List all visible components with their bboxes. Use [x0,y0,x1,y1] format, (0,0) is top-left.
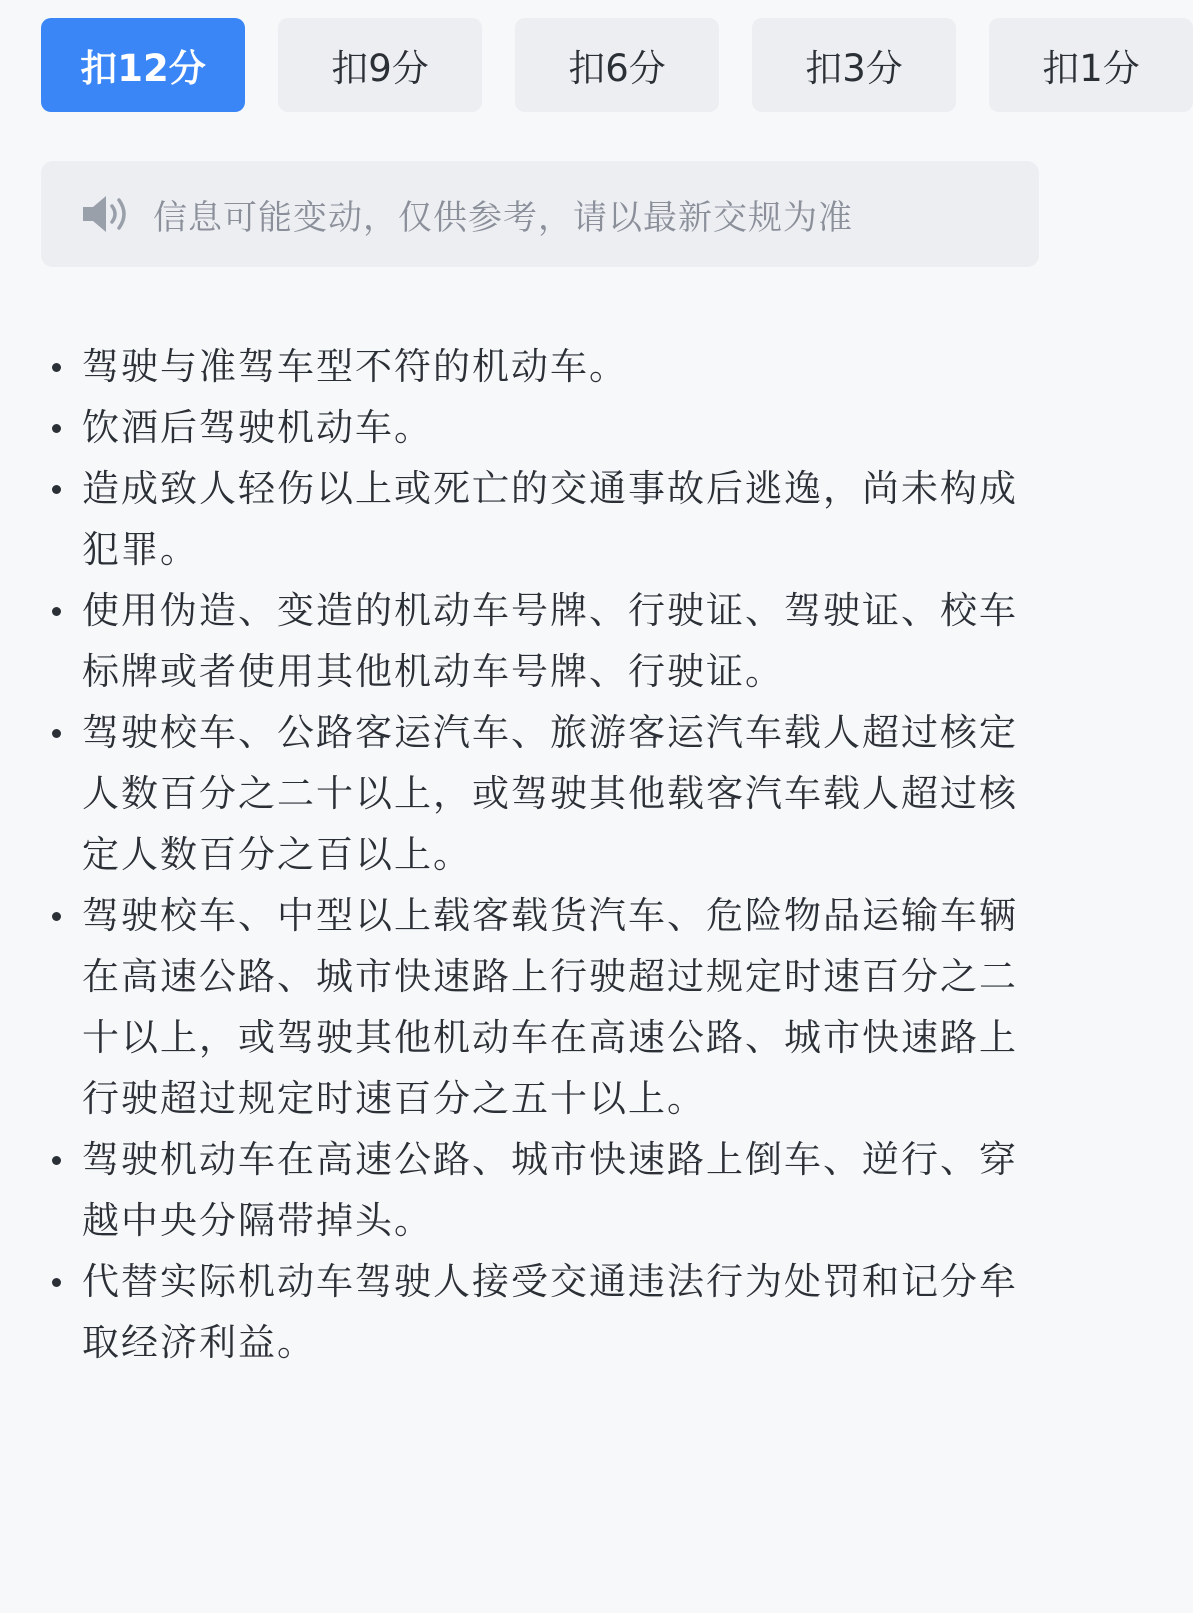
bullet-dot [52,1156,61,1165]
bullet-dot [52,729,61,738]
bullet-dot [52,912,61,921]
list-item [52,1129,1022,1251]
tab-deduct-9[interactable]: 扣9分 [278,18,482,112]
points-tab-bar [41,18,1140,112]
list-item [52,885,1022,1129]
rule-text: 驾驶校车、中型以上载客载货汽车、危险物品运输车辆在高速公路、城市快速路上行驶超过规定时速百分之二十以上，或驾驶其他机动车在高速公路、城市快速路上行驶超过规定时速百分之五十以上。 [82,894,1018,1120]
tab-deduct-6[interactable]: 扣6分 [515,18,719,112]
tab-deduct-12[interactable]: 扣12分 [41,18,245,112]
speaker-icon [81,192,131,236]
rule-text: 使用伪造、变造的机动车号牌、行驶证、驾驶证、校车标牌或者使用其他机动车号牌、行驶证。 [82,589,1018,693]
notice-banner [41,161,1039,267]
list-item [52,458,1022,580]
rule-text: 驾驶与准驾车型不符的机动车。 [82,345,628,388]
bullet-dot [52,1278,61,1287]
rule-text: 驾驶校车、公路客运汽车、旅游客运汽车载人超过核定人数百分之二十以上，或驾驶其他载客汽车载人超过核定人数百分之百以上。 [82,711,1018,876]
bullet-dot [52,424,61,433]
list-item [52,1251,1022,1373]
violation-list [52,336,1022,1373]
rule-text: 驾驶机动车在高速公路、城市快速路上倒车、逆行、穿越中央分隔带掉头。 [82,1138,1018,1242]
rule-text: 造成致人轻伤以上或死亡的交通事故后逃逸，尚未构成犯罪。 [82,467,1018,571]
list-item [52,702,1022,885]
tab-deduct-3[interactable]: 扣3分 [752,18,956,112]
list-item [52,336,1022,397]
rule-text: 代替实际机动车驾驶人接受交通违法行为处罚和记分牟取经济利益。 [82,1260,1018,1364]
tab-deduct-1[interactable]: 扣1分 [989,18,1193,112]
notice-text: 信息可能变动，仅供参考，请以最新交规为准 [153,197,853,238]
list-item [52,580,1022,702]
bullet-dot [52,363,61,372]
list-item [52,397,1022,458]
bullet-dot [52,485,61,494]
rule-text: 饮酒后驾驶机动车。 [82,406,433,449]
bullet-dot [52,607,61,616]
